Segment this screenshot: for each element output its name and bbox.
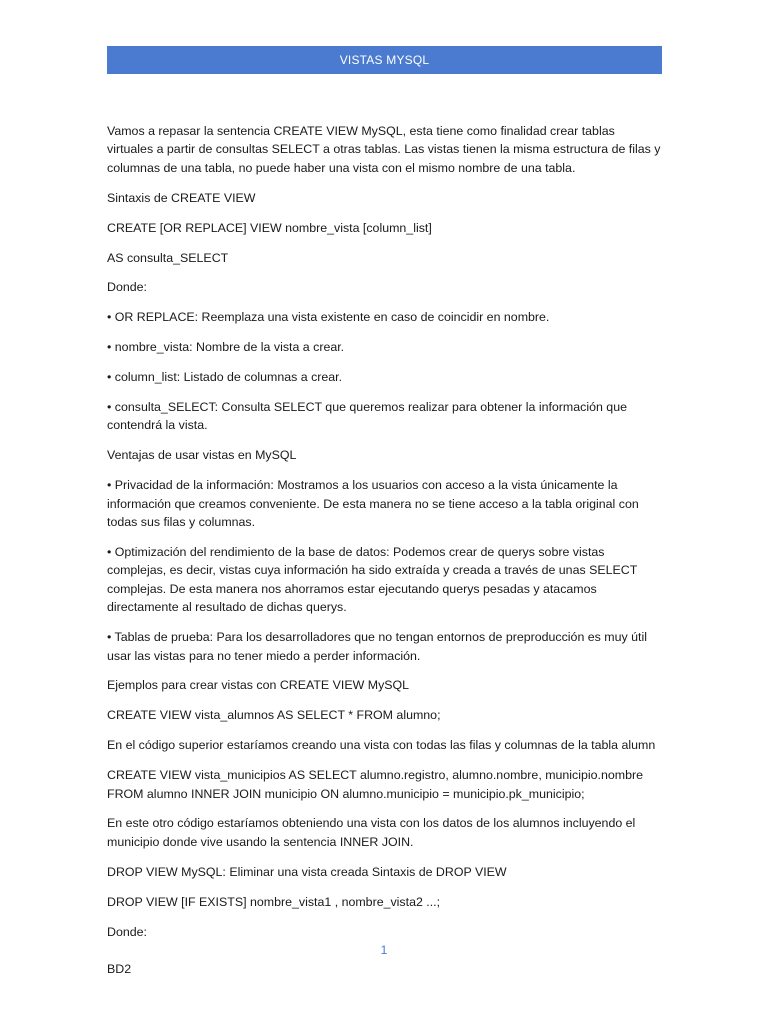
bullet-nombre-vista: • nombre_vista: Nombre de la vista a crear. xyxy=(107,340,345,355)
code-line-vista-alumnos: CREATE VIEW vista_alumnos AS SELECT * FROM alumno; xyxy=(107,708,441,723)
bullet-optimization: • Optimización del rendimiento de la base de datos: Podemos crear de querys sobre vistas complejas, es decir, vistas cuya información ha sido extraída y creada a través de unas SELECT complejas. De esta manera nos ahorramos estar ejecutando querys pesadas y atacamos directamente al resultado de dichas querys. xyxy=(107,545,638,615)
explanation-vista-municipios: En este otro código estaríamos obteniendo una vista con los datos de los alumnos incluyendo el municipio donde vive usando la sentencia INNER JOIN. xyxy=(107,816,636,849)
bullet-column-list: • column_list: Listado de columnas a crear. xyxy=(107,370,343,385)
document-title: VISTAS MYSQL xyxy=(339,53,430,67)
section-heading-create-view-syntax: Sintaxis de CREATE VIEW xyxy=(107,190,256,205)
code-line-as-select: AS consulta_SELECT xyxy=(107,250,229,265)
document-body xyxy=(107,122,662,941)
section-heading-advantages: Ventajas de usar vistas en MySQL xyxy=(107,448,297,463)
explanation-vista-alumnos: En el código superior estaríamos creando una vista con todas las filas y columnas de la tabla alumn xyxy=(107,738,656,753)
page-number: 1 xyxy=(380,943,388,957)
bullet-consulta-select: • consulta_SELECT: Consulta SELECT que queremos realizar para obtener la información que contendrá la vista. xyxy=(107,400,627,433)
intro-paragraph: Vamos a repasar la sentencia CREATE VIEW MySQL, esta tiene como finalidad crear tablas virtuales a partir de consultas SELECT a otras tablas. Las vistas tienen la misma estructura de filas y columnas de una tabla, no puede haber una vista con el mismo nombre de una tabla. xyxy=(107,124,661,175)
where-label-2: Donde: xyxy=(107,924,147,939)
bullet-privacy: • Privacidad de la información: Mostramos a los usuarios con acceso a la vista únicamente la información que creamos conveniente. De esta manera no se tiene acceso a la tabla original con todas sus filas y columnas. xyxy=(107,478,639,530)
where-label: Donde: xyxy=(107,280,147,295)
title-bar xyxy=(107,46,662,74)
bullet-or-replace: • OR REPLACE: Reemplaza una vista existente en caso de coincidir en nombre. xyxy=(107,310,550,325)
section-heading-examples: Ejemplos para crear vistas con CREATE VIEW MySQL xyxy=(107,678,410,693)
section-heading-drop-view: DROP VIEW MySQL: Eliminar una vista creada Sintaxis de DROP VIEW xyxy=(107,864,507,879)
code-line-vista-municipios: CREATE VIEW vista_municipios AS SELECT alumno.registro, alumno.nombre, municipio.nombre FROM alumno INNER JOIN municipio ON alumno.municipio = municipio.pk_municipio; xyxy=(107,768,643,801)
code-line-create-view: CREATE [OR REPLACE] VIEW nombre_vista [column_list] xyxy=(107,220,432,235)
document-page xyxy=(107,46,662,953)
footer-label: BD2 xyxy=(107,962,132,976)
code-line-drop-view: DROP VIEW [IF EXISTS] nombre_vista1 , nombre_vista2 ...; xyxy=(107,894,441,909)
bullet-test-tables: • Tablas de prueba: Para los desarrolladores que no tengan entornos de preproducción es muy útil usar las vistas para no tener miedo a perder información. xyxy=(107,630,648,663)
